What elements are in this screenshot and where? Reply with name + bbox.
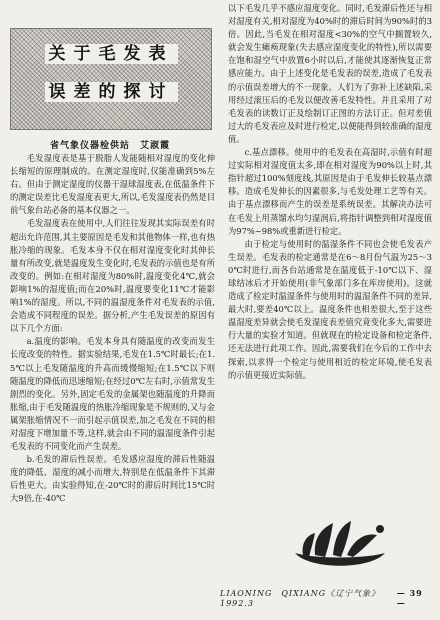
left-text-column — [10, 152, 215, 604]
title-line-1: 关于毛发表 — [11, 39, 211, 64]
paragraph: 以下毛发几乎不感应湿度变化。同时,毛发滞后性还与相对湿度有关,相对湿度为40%时的滞后时间为90%时的3倍。因此,当毛发在相对湿度<30%的空气中搁置较久,就会发生瘫痪现象(失去感应湿度变化的特性),所以需要在饱和湿空气中放置6小时以后,才能使其逐渐恢复正常感应能力。由于上述变化是毛发表的误差,造成了毛发表的示值误差增大的不一现象。人们为了弥补上述缺陷,采用经过滚压后的毛发以便改善毛发特性。并且采用了对毛发表的读数订正及绘制订正图的方法订正。但对差值过大的毛发表应及时进行检定,以便能得到较准确的湿度值。 — [228, 3, 432, 144]
paragraph: 由于检定与使用时的温湿条件不同也会使毛发表产生误差。毛发表的检定通常是在6～8月份气温为25～30℃时进行,而各台站通常是在温度低于-10℃以下、湿球结冰后才开始使用(非气象部门多在库房使用)。这就造成了检定时温湿条件与使用时的温湿条件不同的差异,最大时,要差40℃以上。温度条件也相差很大,至于这些温湿度差异就会使毛发湿度表差值究竟变化多大,需要进行大量的实验才知道。但就现在的检定设备和检定条件,还无法进行此项工作。因此,需要我们在今后的工作中去探索,以求得一个检定与使用相近的检定环境,使毛发表的示值更接近实际值。 — [228, 238, 432, 380]
paragraph: c.基点漂移。使用中的毛发表在高湿时,示值有时超过实际相对湿度值太多,即在相对湿度为90%以上时,其指针超过100%刻度线,其原因是由于毛发伸长较基点漂移。造成毛发伸长的因素很多,与毛发处理工艺等有关。由于基点漂移而产生的误差是系统误差。其解决办法可在毛发上用蒸馏水均匀湿润后,将指针调整到相对湿度值为97%~98%或重新进行检定。 — [228, 147, 432, 236]
title-line-2: 误差的探讨 — [11, 77, 211, 102]
paragraph: a.温度的影响。毛发本身具有随温度的改变而发生长度改变的特性。据实验结果,毛发在1.5℃时最长;在1.5℃以上毛发随温度的升高而缓慢缩短;在1.5℃以下则随温度的降低而迅速缩短;在经过0℃左右时,示值常发生剧烈的变化。另外,固定毛发的金属架也随温度的升降而胀缩,由于毛发随温度的热胀冷缩现象是不规则的,又与金属架胀缩情况不一而引起示值误差,加之毛发在不同的相对湿度下增加量不等,这样,就会由不同的温湿度条件引起毛发表的不同变化而产生误差。 — [10, 336, 215, 452]
journal-name: LIAONING QIXIANG《辽宁气象》1992.3 — [220, 589, 381, 608]
lotus-ornament-icon — [285, 515, 395, 575]
paragraph: 毛发湿度表是基于脱脂人发能随相对湿度的变化伸长缩短的原理制成的。在测定湿度时,仅能准确到5%左右。但由于测定湿度的仪器干湿球湿度表,在低温条件下的测定误差比毛发湿度表更大,所以,毛发湿度表仍然是目前气象台站必备的基本仪器之一。 — [10, 153, 215, 216]
right-text-column — [228, 2, 432, 410]
page-number: — 39 — — [396, 588, 423, 608]
article-title-block — [10, 28, 212, 130]
page-footer — [220, 588, 432, 608]
author-byline: 省气象仪器检供站 艾淑霞 — [49, 141, 170, 151]
paragraph: b.毛发的滞后性误差。毛发感应湿度的滞后性随温度的降低、湿度的减小而增大,特别是在低温条件下其滞后性更大。由实验得知,在-20℃时的滞后时间比15℃时大9倍,在-40℃ — [10, 454, 215, 504]
paragraph: 毛发湿度表在使用中,人们往往发现其实际误差有时超出允许范围,其主要原因是毛发和其他物体一样,也有热胀冷缩的现象。毛发本身不仅在相对湿度变化时其伸长量有所改变,就是温度发生变化时,毛发表的示值也是有所改变的。例如:在相对湿度为80%时,温度变化4℃,就会影响1%的湿度值;而在20%时,温度要变化11℃才能影响1%的湿度。所以,不同的温湿度条件对毛发表的示值,会造成不同程度的误差。据分析,产生毛发误差的原因有以下几个方面: — [10, 218, 215, 334]
